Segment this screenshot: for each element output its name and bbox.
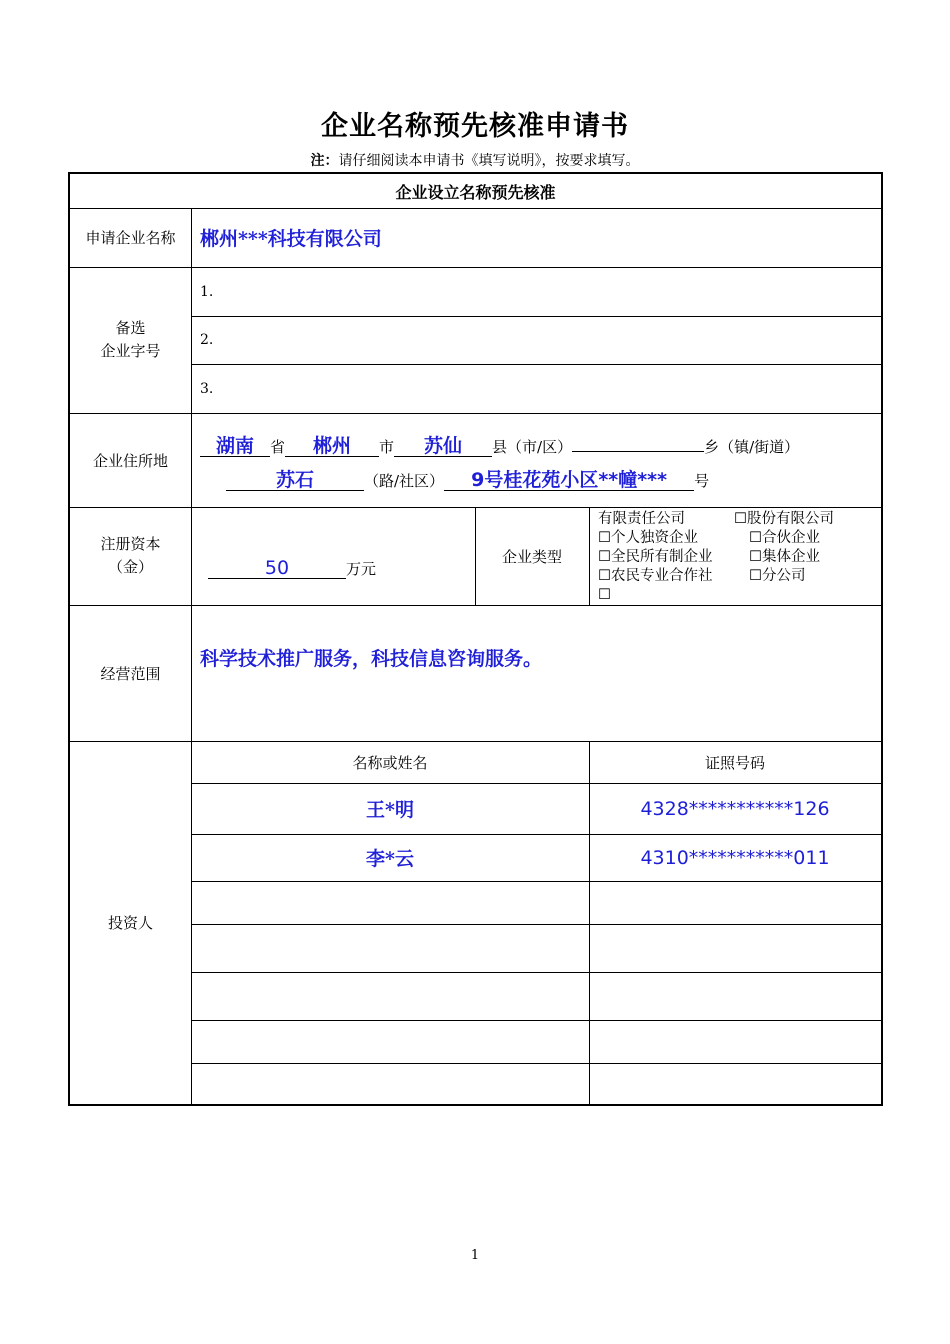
alternate-names-label-line1: 备选	[115, 319, 146, 337]
type-option-joint-stock[interactable]: ☐股份有限公司	[734, 511, 834, 527]
capital-value-group	[208, 558, 376, 579]
road-field[interactable]: 苏石	[226, 470, 364, 491]
enterprise-type-label: 企业类型	[501, 547, 562, 566]
investors-label: 投资人	[107, 914, 153, 932]
alternate-name-field-2[interactable]: 2.	[200, 332, 214, 348]
investor-id-header: 证照号码	[704, 753, 765, 772]
application-form	[68, 172, 883, 1106]
business-scope-label: 经营范围	[100, 664, 161, 683]
capital-unit: 万元	[346, 560, 377, 578]
type-option-state-owned[interactable]: ☐全民所有制企业	[598, 549, 713, 565]
city-suffix: 市	[379, 438, 395, 456]
investor-id-cell[interactable]	[589, 924, 881, 972]
investor-name-cell[interactable]: 王*明	[366, 799, 414, 821]
business-scope-field[interactable]: 科学技术推广服务，科技信息咨询服务。	[200, 648, 543, 670]
capital-field[interactable]: 50	[208, 558, 346, 579]
page-number: 1	[470, 1248, 480, 1263]
capital-label-line1: 注册资本	[100, 535, 161, 553]
town-suffix: 乡（镇/街道）	[704, 438, 800, 456]
address-line-2	[226, 470, 709, 491]
investor-name-cell[interactable]	[191, 1063, 589, 1104]
type-option-sole-proprietorship[interactable]: ☐个人独资企业	[598, 530, 698, 546]
investor-id-cell[interactable]	[589, 1020, 881, 1063]
company-name-label: 申请企业名称	[85, 229, 176, 247]
section-header: 企业设立名称预先核准	[395, 182, 556, 202]
fill-instructions	[0, 150, 950, 170]
investor-name-cell[interactable]	[191, 972, 589, 1020]
company-name-field[interactable]: 郴州***科技有限公司	[200, 228, 382, 250]
type-option-farmer-cooperative[interactable]: ☐农民专业合作社	[598, 568, 713, 584]
investor-id-cell[interactable]	[589, 1063, 881, 1104]
type-option-collective[interactable]: ☐集体企业	[749, 549, 820, 565]
province-suffix: 省	[270, 438, 286, 456]
alternate-names-label-line2: 企业字号	[100, 342, 161, 360]
investor-id-cell[interactable]	[589, 881, 881, 924]
type-option-other[interactable]: ☐	[598, 587, 611, 603]
province-field[interactable]: 湖南	[200, 436, 270, 457]
note-text: 请仔细阅读本申请书《填写说明》，按要求填写。	[338, 153, 640, 169]
column-divider	[589, 507, 590, 605]
type-option-partnership[interactable]: ☐合伙企业	[749, 530, 820, 546]
investor-id-cell[interactable]: 4328***********126	[640, 797, 830, 820]
capital-label-line2: （金）	[107, 558, 153, 576]
investor-name-cell[interactable]	[191, 881, 589, 924]
note-prefix: 注：	[310, 153, 339, 169]
road-suffix: （路/社区）	[364, 472, 445, 490]
investor-id-cell[interactable]: 4310***********011	[640, 846, 830, 869]
type-option-llc[interactable]: 有限责任公司	[598, 511, 685, 527]
city-field[interactable]: 郴州	[285, 436, 379, 457]
capital-label	[70, 507, 191, 605]
document-title: 企业名称预先核准申请书	[321, 111, 629, 142]
investor-name-header: 名称或姓名	[352, 753, 428, 772]
house-number-field[interactable]: 9号桂花苑小区**幢***	[444, 470, 694, 491]
town-field[interactable]	[572, 451, 704, 452]
investor-name-cell[interactable]	[191, 924, 589, 972]
county-suffix: 县（市/区）	[492, 438, 573, 456]
investor-name-cell[interactable]	[191, 1020, 589, 1063]
investor-id-cell[interactable]	[589, 972, 881, 1020]
house-number-suffix: 号	[694, 472, 710, 490]
enterprise-type-options	[598, 510, 834, 605]
investor-name-cell[interactable]: 李*云	[366, 848, 414, 870]
type-option-branch[interactable]: ☐分公司	[749, 568, 806, 584]
address-label: 企业住所地	[92, 451, 168, 470]
county-field[interactable]: 苏仙	[394, 436, 492, 457]
alternate-names-label	[70, 267, 191, 413]
alternate-name-field-3[interactable]: 3.	[200, 380, 214, 397]
address-line-1	[200, 436, 799, 457]
alternate-name-field-1[interactable]: 1.	[200, 283, 214, 300]
